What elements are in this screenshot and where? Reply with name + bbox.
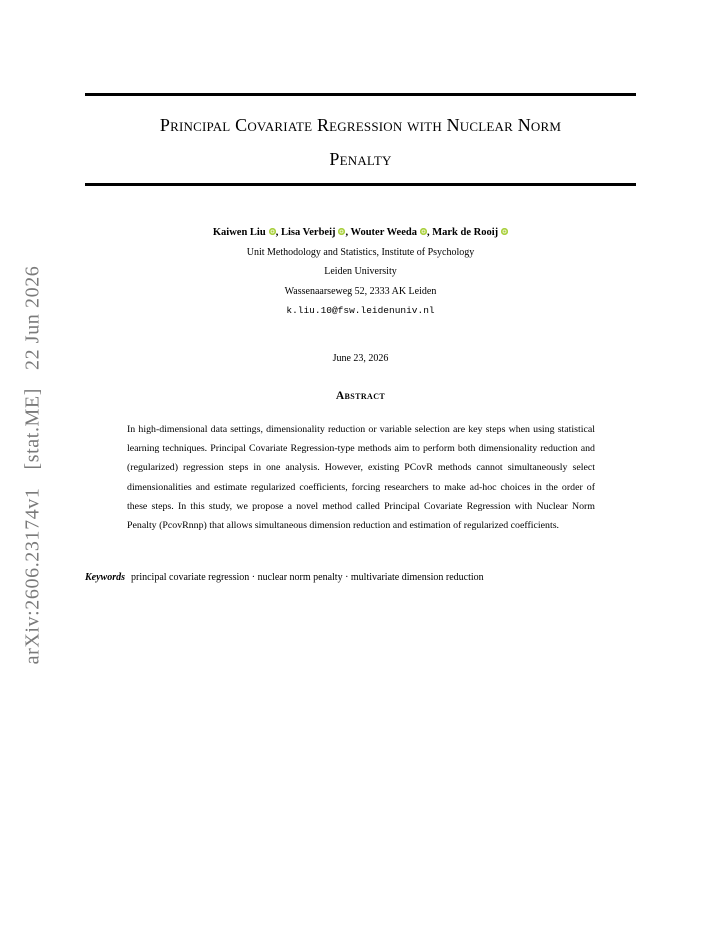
orcid-icon[interactable]	[269, 228, 276, 235]
arxiv-date: 22 Jun 2026	[21, 265, 44, 370]
title-line-1: Principal Covariate Regression with Nuclear Norm	[159, 115, 562, 135]
author-separator: ,	[275, 227, 281, 238]
title-line-2: Penalty	[329, 149, 392, 169]
arxiv-category: [stat.ME]	[21, 387, 44, 470]
author-name: Lisa Verbeij	[280, 227, 336, 238]
affiliation: Unit Methodology and Statistics, Institute of Psychology	[246, 247, 475, 258]
keywords-list: principal covariate regression · nuclear norm penalty · multivariate dimension reduction	[131, 572, 484, 583]
address: Wassenaarseweg 52, 2333 AK Leiden	[284, 286, 437, 297]
author-name: Wouter Weeda	[350, 227, 417, 238]
title-rule-top	[85, 93, 636, 96]
email-link[interactable]: k.liu.10@fsw.leidenuniv.nl	[286, 305, 435, 316]
keywords-label: Keywords	[85, 572, 125, 583]
author-name: Mark de Rooij	[432, 227, 499, 238]
abstract-text: In high-dimensional data settings, dimensionality reduction or variable selection are key steps when using statistical learning techniques. Principal Covariate Regression-type methods aim to perform both dimensionality reduction and (regularized) regression steps in one analysis. However, existing PCovR methods cannot simultaneously select dimensionalities and estimate regularized coefficients, forcing researchers to make ad-hoc choices in the order of these steps. In this study, we propose a novel method called Principal Covariate Regression with Nuclear Norm Penalty (PcovRnnp) that allows simultaneous dimension reduction and estimation of regularized coefficients.	[127, 424, 595, 532]
orcid-icon[interactable]	[501, 228, 508, 235]
arxiv-id: arXiv:2606.23174v1	[21, 487, 44, 665]
keywords	[85, 572, 636, 583]
author-separator: ,	[345, 227, 351, 238]
title-rule-bottom	[85, 183, 636, 186]
paper-title	[85, 108, 636, 176]
arxiv-identifier	[22, 266, 45, 665]
author-list	[85, 227, 636, 238]
author-separator: ,	[426, 227, 433, 238]
abstract-heading: Abstract	[335, 390, 386, 402]
university: Leiden University	[324, 266, 397, 277]
orcid-icon[interactable]	[420, 228, 427, 235]
paper-date: June 23, 2026	[332, 353, 389, 364]
author-name: Kaiwen Liu	[212, 227, 266, 238]
